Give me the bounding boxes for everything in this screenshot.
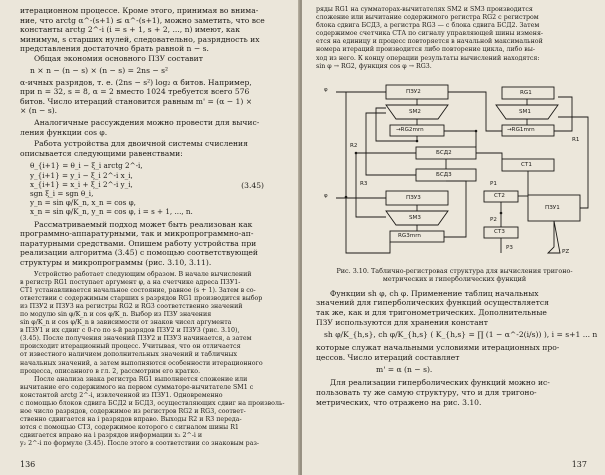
left-top-text bbox=[20, 6, 290, 54]
paragraph-final bbox=[316, 378, 593, 407]
page-number-left: 136 bbox=[20, 460, 36, 469]
wire-junction bbox=[416, 139, 419, 142]
equation-line: x_n = sin φ/K_n, y_n = cos φ, i = s + 1, ..., n. bbox=[30, 207, 193, 217]
small-print-block bbox=[20, 271, 290, 449]
small-line: от известного наличием дополнительных значений и табличных bbox=[20, 351, 238, 359]
block-diagram bbox=[316, 77, 592, 265]
small-line: sin φ/K_n и cos φ/K_n в зависимости от знаков чисел аргумента bbox=[20, 319, 232, 327]
diagram-label-bsd2: БСД2 bbox=[436, 149, 452, 156]
text-line: итерационном процессе. Кроме этого, принимая во внима- bbox=[20, 6, 259, 15]
text-line: программно-аппаратурными, так и микропрограммно-ап- bbox=[20, 229, 254, 239]
small-line: После анализа знака регистра RG1 выполняется сложение или bbox=[34, 375, 248, 383]
text-line: которые служат начальными условиями итерационных про- bbox=[316, 343, 560, 353]
paragraph-hyperbolic-2 bbox=[316, 343, 593, 362]
text-line: при n = 32, s = 8, α = 2 вместо 1024 требуется всего 576 bbox=[20, 87, 250, 97]
small-line: с помощью блоков сдвига БСД2 и БСД3, осуществляющих сдвиг на произволь- bbox=[20, 400, 285, 407]
wire bbox=[346, 92, 390, 253]
equation-number: (3.45) bbox=[241, 181, 264, 191]
text-line: × (n − s). bbox=[20, 106, 58, 116]
small-line: (3.45). После получения значений ПЗУ2 и ПЗУ3 начинается, а затем bbox=[20, 335, 252, 343]
diagram-label-sm2: SM2 bbox=[409, 108, 421, 115]
left-after-formula bbox=[20, 78, 290, 116]
wire bbox=[554, 97, 572, 131]
text-line: Функции sh φ, ch φ. Применение таблиц начальных bbox=[330, 288, 539, 298]
small-line: y₂ 2^-i по формуле (3.45). После этого в соответствии со знаковым раз- bbox=[20, 440, 260, 448]
small-line: номера итераций производится либо повторение цикла, либо вы- bbox=[316, 46, 535, 54]
diagram-label-p1: P1 bbox=[490, 180, 497, 187]
small-line: ется на единицу и процесс повторяется в начальной максимальной bbox=[316, 38, 543, 46]
right-top-small-print bbox=[316, 6, 593, 71]
text-line: представления достаточно брать равной n − s. bbox=[20, 44, 209, 54]
text-line: структуры и микропрограммы (рис. 3.10, 3.11). bbox=[20, 257, 212, 267]
diagram-label-p3: P3 bbox=[506, 244, 513, 251]
small-line: сдвигается вправо на i разрядов информации x₂ 2^-i и bbox=[20, 432, 203, 440]
small-line: начальных значений, а затем выполняются особенности итерационного bbox=[20, 359, 263, 367]
wire-junction bbox=[355, 151, 358, 154]
diagram-label-r2: R2 bbox=[350, 142, 358, 149]
diagram-label-rg1-top: RG1 bbox=[520, 89, 532, 96]
wire-junction bbox=[475, 129, 478, 132]
text-line: α-ичных разрядов, т. е. (2ns − s²) log₂ α битов. Например, bbox=[20, 77, 252, 87]
small-line: содержимое счетчика СТА по сигналу управляющей шины изменя- bbox=[316, 30, 544, 38]
wire-junction bbox=[500, 211, 503, 214]
caption-line: метрических и гиперболических функций bbox=[382, 274, 527, 283]
left-page bbox=[0, 0, 300, 475]
small-line: блока сдвига БСД3, а регистра RG3 — с блока сдвига БСД2. Затем bbox=[316, 22, 540, 30]
formula-hyperbolic: sh φ/K_{h,s}, ch φ/K_{h,s} ( K_{h,s} = ∏ (1 − α^-2(i/s)) ), i = s+1 ... n bbox=[324, 330, 598, 340]
text-line: реализации алгоритма (3.45) с помощью соответствующей bbox=[20, 248, 258, 258]
diagram-label-r3: R3 bbox=[360, 180, 368, 187]
small-line: вычитание его содержимого на первом сумматоре-вычитателе SM1 с bbox=[20, 383, 254, 391]
wire-junction bbox=[345, 195, 348, 198]
diagram-label-p2: P2 bbox=[490, 216, 497, 223]
diagram-label-pz: PZ bbox=[562, 248, 570, 255]
text-line: Для реализации гиперболических функций можно ис- bbox=[330, 378, 550, 388]
text-line: Рассматриваемый подход может быть реализован как bbox=[34, 219, 253, 229]
small-line: ход из него. К концу операции результаты вычислений находятся: bbox=[316, 54, 540, 62]
small-line: происходит итерационный процесс. Учитывая, что он отличается bbox=[20, 343, 241, 351]
equation-line: sgn ξ_i = sgn θ_i, bbox=[30, 188, 94, 198]
paragraph-algorithm bbox=[20, 220, 290, 268]
paragraph-hyperbolic bbox=[316, 289, 593, 327]
equation-line: y_n = sin φ/K_n, x_n = cos φ, bbox=[30, 198, 136, 208]
text-line: паратурными средствами. Опишем работу устройства при bbox=[20, 238, 257, 248]
text-line: ления функции cos φ. bbox=[20, 127, 108, 137]
right-page bbox=[302, 0, 605, 475]
paragraph-analog bbox=[20, 118, 290, 137]
diagram-label-pzu2: ПЗУ2 bbox=[406, 88, 421, 95]
small-line: ются с помощью СТ3, содержимое которого с сигналом шины R1 bbox=[20, 424, 239, 432]
paragraph-binary bbox=[20, 139, 290, 158]
page-number-right: 137 bbox=[571, 460, 587, 469]
text-line: ние, что arctg α^-(s+1) ≤ α^-(s+1), можно заметить, что все bbox=[20, 15, 265, 25]
small-line: сложение или вычитание содержимого регистра RG2 с регистром bbox=[316, 14, 539, 22]
text-line: значений для гиперболических функций осуществляется bbox=[316, 298, 549, 308]
small-line: ответствии с содержимым старших s разрядов RG1 производится выбор bbox=[20, 294, 263, 302]
diagram-label-rg2: →RG2mrn bbox=[396, 126, 424, 133]
formula-economy: n × n − (n − s) × (n − s) = 2ns − s² bbox=[30, 65, 169, 75]
text-line: константы arctg 2^-i (i = s + 1, s + 2, ..., n) имеют, как bbox=[20, 25, 240, 35]
wire bbox=[476, 153, 502, 159]
small-line: в ПЗУ1 и их сдвиг с 0-го по s-й разрядов ПЗУ2 и ПЗУ3 (рис. 3.10), bbox=[20, 327, 240, 335]
diagram-label-bsd3: БСД3 bbox=[436, 171, 452, 178]
wire bbox=[444, 131, 476, 147]
wire bbox=[444, 181, 466, 237]
small-line: ное число разрядов, содержимое из регистров RG2 и RG3, соответ- bbox=[20, 408, 246, 416]
text-line: ПЗУ используются для хранения констант bbox=[316, 317, 488, 327]
text-line: Работа устройства для двоичной системы счисления bbox=[34, 139, 248, 149]
diagram-label-pzu3: ПЗУ3 bbox=[406, 194, 421, 201]
caption-line: Рис. 3.10. Таблично-регистровая структура для вычисления тригоно- bbox=[336, 266, 573, 275]
wire bbox=[448, 92, 502, 131]
formula-iterations: m' = α (n − s). bbox=[376, 365, 433, 375]
small-line: ственно сдвигается на i разрядов вправо. Выходы R2 и R3 переда- bbox=[20, 416, 242, 424]
equation-line: x_{i+1} = x_i + ξ_i 2^-i y_i, bbox=[30, 179, 133, 189]
small-line: по модулю sin φ/K_n и cos φ/K_n. Выбор из ПЗУ значения bbox=[20, 310, 212, 318]
small-line: в регистр RG1 поступает аргумент φ, а на счетчике адреса ПЗУ1- bbox=[20, 278, 241, 286]
equation-block bbox=[30, 161, 290, 216]
text-line: описывается следующими равенствами: bbox=[20, 148, 183, 158]
diagram-label-in: φ bbox=[324, 86, 328, 93]
diagram-svg bbox=[316, 77, 592, 265]
small-line: Устройство работает следующим образом. В начале вычислений bbox=[34, 270, 252, 278]
diagram-label-ct3: CT3 bbox=[494, 228, 505, 235]
text-line: метрических, что отражено на рис. 3.10. bbox=[316, 397, 482, 407]
text-line: так же, как и для тригонометрических. Дополнительные bbox=[316, 307, 547, 317]
text-line: цессов. Число итераций составляет bbox=[316, 352, 460, 362]
text-line: Аналогичные рассуждения можно провести для вычис- bbox=[34, 117, 260, 127]
wire bbox=[366, 113, 416, 175]
paragraph-economy: Общая экономия основного ПЗУ составит bbox=[34, 53, 203, 63]
diagram-label-ct2: CT2 bbox=[494, 192, 505, 199]
diagram-label-r1: R1 bbox=[572, 136, 580, 143]
diagram-label-sm3: SM3 bbox=[409, 214, 421, 221]
diagram-label-rg3: RG3mrn bbox=[398, 232, 421, 239]
text-line: минимум, s старших нулей, следовательно, разрядность их bbox=[20, 34, 260, 44]
small-line: из ПЗУ2 и ПЗУ3 на регистры RG2 и RG3 соответственно значений bbox=[20, 302, 243, 310]
small-line: константой arctg 2^-i, извлеченной из ПЗУ1. Одновременно bbox=[20, 391, 223, 399]
text-line: битов. Число итераций становится равным m' = (α − 1) × bbox=[20, 96, 253, 106]
small-line: процесса, описанного в гл. 2, рассмотрим его кратко. bbox=[20, 367, 201, 375]
small-line: sin φ → RG2, функция cos φ → RG3. bbox=[316, 62, 432, 70]
equation-line: θ_{i+1} = θ_i − ξ_i arctg 2^-i, bbox=[30, 161, 143, 171]
wire bbox=[548, 221, 560, 253]
diagram-label-in2: φ bbox=[324, 192, 328, 199]
diagram-label-ct1: CT1 bbox=[521, 161, 532, 168]
diagram-label-pzu1: ПЗУ1 bbox=[545, 204, 560, 211]
small-line: СТ1 устанавливается начальное состояние, равное (s + 1). Затем в со- bbox=[20, 286, 256, 294]
text-line: пользовать ту же самую структуру, что и для тригоно- bbox=[316, 387, 537, 397]
diagram-label-rg1: →RG1mrn bbox=[507, 126, 535, 133]
figure-caption bbox=[322, 267, 587, 283]
small-line: ряды RG1 на сумматорах-вычитателях SM2 и SM3 производится bbox=[316, 6, 533, 13]
diagram-label-sm1: SM1 bbox=[519, 108, 531, 115]
equation-line: y_{i+1} = y_i − ξ_i 2^-i x_i, bbox=[30, 170, 133, 180]
